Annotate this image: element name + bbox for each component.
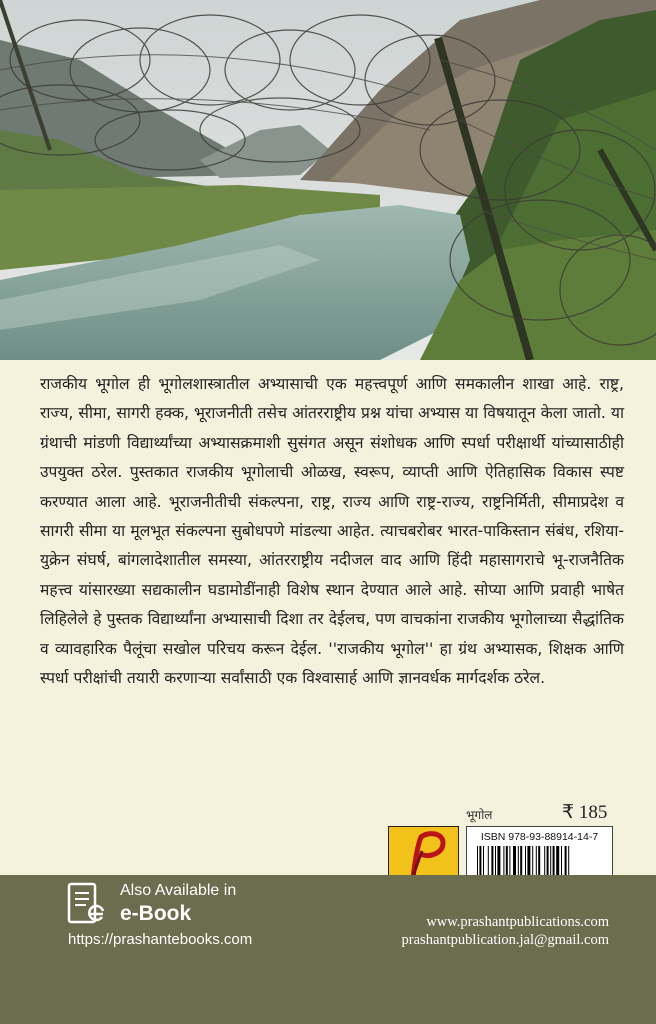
book-description: राजकीय भूगोल ही भूगोलशास्त्रातील अभ्यासाची एक महत्त्वपूर्ण आणि समकालीन शाखा आहे. राष्ट्र, राज्य, सीमा, सागरी हक्क, भूराजनीती तसेच आंतरराष्ट्रीय प्रश्न यांचा अभ्यास या विषयातून केला जातो. या ग्रंथाची मांडणी विद्यार्थ्यांच्या अभ्यासक्रमाशी सुसंगत असून संशोधक आणि स्पर्धा परीक्षार्थी यांच्यासाठीही उपयुक्त ठरेल. पुस्तकात राजकीय भूगोलाची ओळख, स्वरूप, व्याप्ती आणि ऐतिहासिक विकास स्पष्ट करण्यात आला आहे. भूराजनीतीची संकल्पना, राष्ट्र, राज्य आणि राष्ट्र-राज्य, राष्ट्रनिर्मिती, सीमाप्रदेश व सागरी सीमा या मूलभूत संकल्पना सुबोधपणे मांडल्या आहेत. त्याचबरोबर भारत-पाकिस्तान संबंध, रशिया-युक्रेन संघर्ष, बांगलादेशातील समस्या, आंतरराष्ट्रीय नदीजल वाद आणि हिंदी महासागराचे भू-राजनैतिक महत्त्व यांसारख्या सद्यकालीन घडामोडींनाही विशेष स्थान देण्यात आले आहे. सोप्या आणि प्रवाही भाषेत लिहिलेले हे पुस्तक विद्यार्थ्यांना अभ्यासाची दिशा तर देईलच, पण वाचकांना राजकीय भूगोलाच्या सैद्धांतिक व व्यावहारिक पैलूंचा सखोल परिचय करून देईल. ''राजकीय भूगोल'' हा ग्रंथ अभ्यासक, शिक्षक आणि स्पर्धा परीक्षांची तयारी करणाऱ्या सर्वांसाठी एक विश्वासार्ह आणि ज्ञानवर्धक मार्गदर्शक ठरेल.	[40, 375, 624, 688]
ebook-icon	[66, 881, 106, 927]
also-available-text: Also Available in	[120, 882, 237, 899]
ebook-text: e-Book	[120, 902, 192, 925]
category-label: भूगोल	[466, 808, 493, 822]
ebook-url: https://prashantebooks.com	[68, 931, 253, 948]
publisher-email: prashantpublication.jal@gmail.com	[401, 932, 609, 948]
cover-photo-border-fence-river	[0, 0, 656, 360]
prashant-p-logo-icon	[399, 829, 449, 881]
isbn-text: ISBN 978-93-88914-14-7	[480, 831, 599, 843]
publisher-website: www.prashantpublications.com	[426, 914, 609, 930]
price-label: ₹ 185	[562, 802, 608, 823]
